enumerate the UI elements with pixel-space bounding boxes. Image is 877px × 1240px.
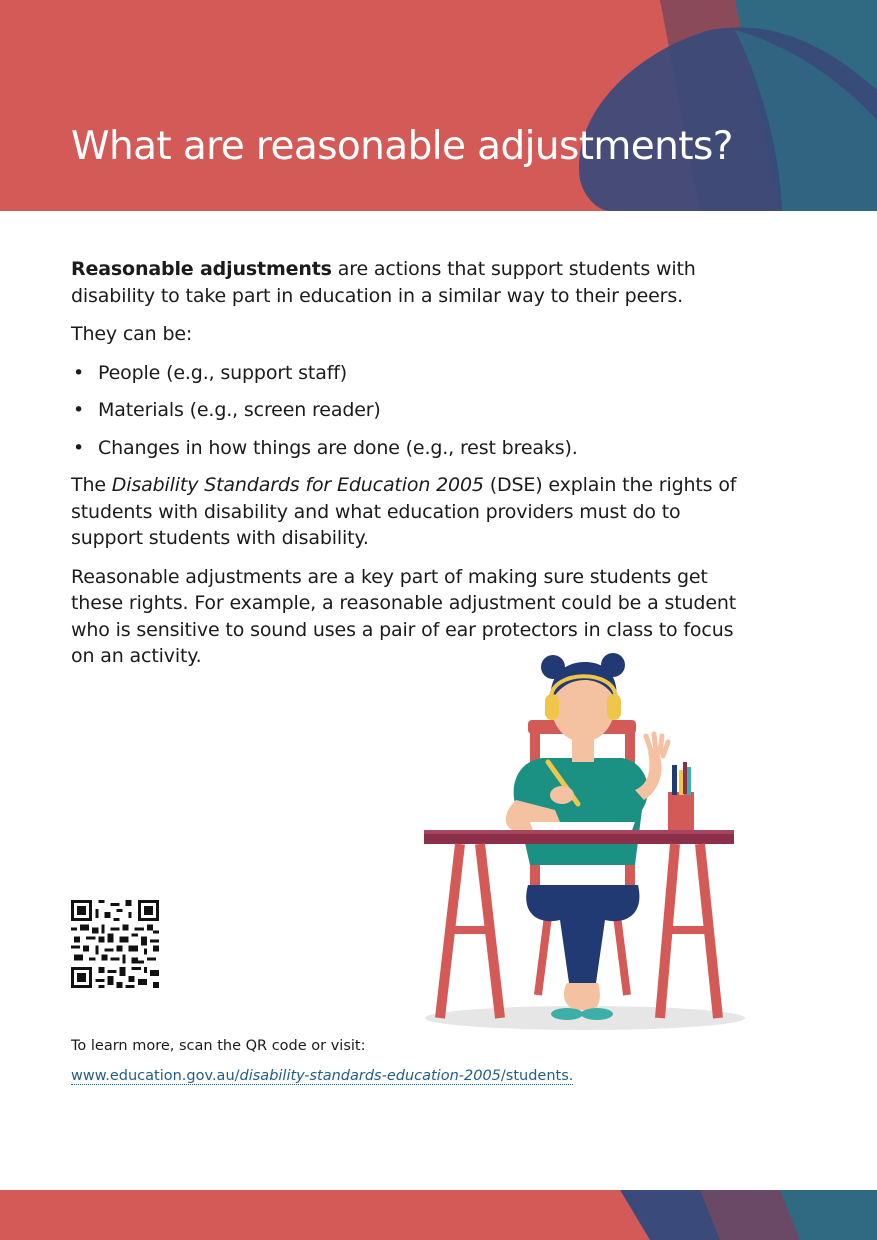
- adjustment-list: [71, 360, 751, 462]
- intro-paragraph: [71, 256, 751, 309]
- link-path-end: /students.: [500, 1068, 574, 1084]
- bullet-icon: •: [73, 436, 85, 459]
- list-item-text: Materials (e.g., screen reader): [98, 399, 381, 421]
- learn-more-text: To learn more, scan the QR code or visit:: [71, 1038, 366, 1054]
- footer-band: [0, 1190, 877, 1240]
- bullet-icon: •: [73, 361, 85, 384]
- intro-bold-term: Reasonable adjustments: [71, 258, 332, 280]
- they-can-be-label: They can be:: [71, 323, 193, 345]
- bullet-icon: •: [73, 399, 85, 421]
- qr-code-icon[interactable]: [71, 900, 159, 988]
- list-item-text: People (e.g., support staff): [98, 361, 348, 384]
- main-content: [71, 256, 751, 682]
- list-item: [71, 397, 751, 424]
- list-item: [71, 360, 751, 387]
- dse-paragraph: [71, 472, 751, 552]
- example-paragraph: Reasonable adjustments are a key part of making sure students get these rights. For example, a reasonable adjustment could be a student who is sensitive to sound uses a pair of ear protectors in class to focus on an activity.: [71, 565, 737, 667]
- list-item-text: Changes in how things are done (e.g., rest breaks).: [98, 436, 578, 459]
- dse-students-link[interactable]: [71, 1068, 573, 1085]
- header-banner: [0, 0, 877, 211]
- header-decoration: [0, 0, 877, 211]
- dse-pre: The: [71, 474, 112, 496]
- footer-info: [71, 1031, 573, 1091]
- intro-rest: are actions that support students with disability to take part in education in a similar way to their peers.: [71, 258, 696, 307]
- page-title: What are reasonable adjustments?: [71, 124, 733, 169]
- dse-title: Disability Standards for Education 2005: [111, 474, 484, 496]
- dse-post: (DSE) explain the rights of students with disability and what education providers must do to support students with disability.: [71, 474, 737, 549]
- footer-decoration: [0, 1190, 877, 1240]
- link-domain: www.education.gov.au/: [71, 1068, 240, 1084]
- link-path-italic: disability-standards-education-2005: [239, 1068, 501, 1084]
- student-at-desk-illustration: [420, 650, 750, 1035]
- list-item: [71, 435, 751, 462]
